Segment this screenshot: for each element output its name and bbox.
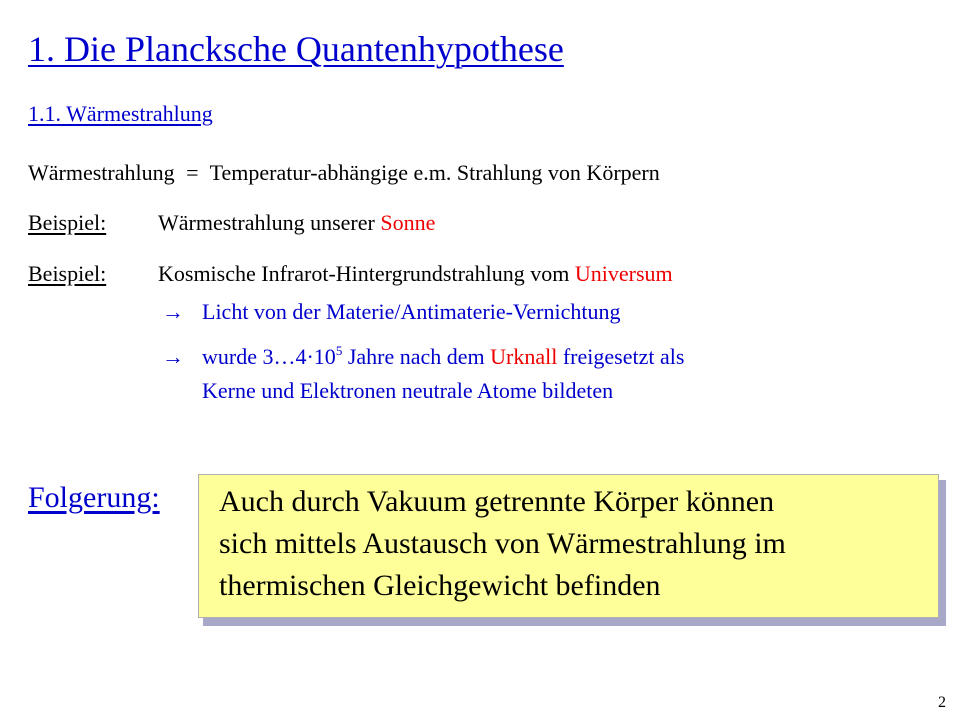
- section-subtitle: 1.1. Wärmestrahlung: [28, 101, 213, 126]
- page-number: 2: [938, 694, 946, 711]
- example-2-highlight: Universum: [574, 261, 673, 286]
- conclusion-line: thermischen Gleichgewicht befinden: [219, 569, 661, 602]
- point-2-exponent: 5: [335, 343, 343, 358]
- point-2-mid: Jahre nach dem: [342, 344, 491, 369]
- point-1-text: Licht von der Materie/Antimaterie-Vernichtung: [202, 299, 621, 324]
- point-2-pre: wurde 3…4·10: [202, 344, 336, 369]
- example-2-label: Beispiel:: [28, 261, 107, 286]
- point-2-highlight: Urknall: [490, 344, 558, 369]
- example-2-text: Kosmische Infrarot-Hintergrundstrahlung vom: [158, 261, 575, 286]
- example-2: [28, 261, 673, 287]
- conclusion-line: sich mittels Austausch von Wärmestrahlung im: [219, 527, 786, 560]
- conclusion-box: [198, 474, 939, 618]
- example-2-point-1: [162, 299, 620, 325]
- point-2-post: freigesetzt als: [557, 344, 685, 369]
- example-2-point-2-continuation: Kerne und Elektronen neutrale Atome bildeten: [202, 378, 614, 403]
- example-1-label: Beispiel:: [28, 210, 107, 235]
- conclusion-line: Auch durch Vakuum getrennte Körper können: [219, 485, 775, 518]
- definition-line: [28, 160, 660, 186]
- definition-term: Wärmestrahlung: [28, 160, 175, 185]
- slide-title: 1. Die Plancksche Quantenhypothese: [28, 29, 564, 69]
- conclusion-label: Folgerung:: [28, 481, 160, 514]
- equals-symbol: =: [186, 160, 199, 185]
- example-1-highlight: Sonne: [380, 210, 436, 235]
- example-1: [28, 210, 435, 236]
- arrow-icon: →: [162, 344, 184, 369]
- example-1-text: Wärmestrahlung unserer: [158, 210, 381, 235]
- example-2-point-2: [162, 343, 684, 370]
- arrow-icon: →: [162, 299, 184, 324]
- definition-text: Temperatur-abhängige e.m. Strahlung von Körpern: [209, 160, 660, 185]
